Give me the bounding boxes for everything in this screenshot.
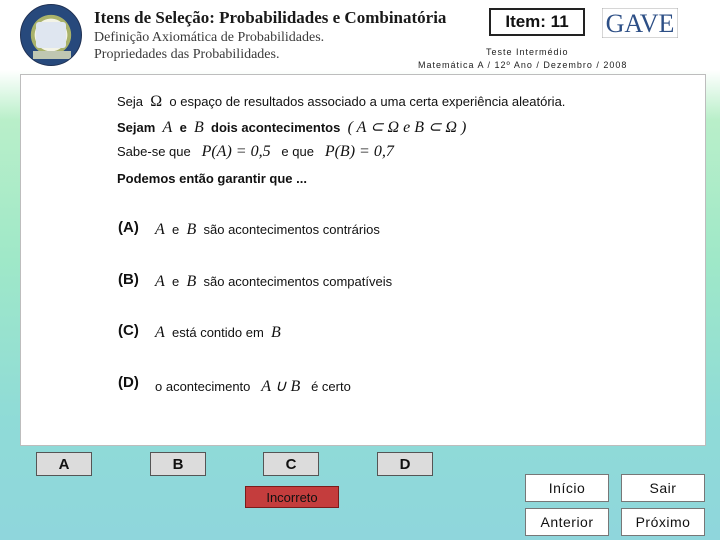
exit-button[interactable]: Sair bbox=[621, 474, 705, 502]
gave-logo bbox=[602, 8, 678, 38]
question-panel bbox=[20, 74, 706, 446]
statement-line-2: Sejam A e B dois acontecimentos ( A ⊂ Ω e B ⊂ Ω ) bbox=[117, 119, 467, 136]
option-b-text: A e B são acontecimentos compatíveis bbox=[155, 273, 393, 290]
topic-line-1: Definição Axiomática de Probabilidades. bbox=[94, 30, 325, 45]
option-a-text: A e B são acontecimentos contrários bbox=[155, 221, 380, 238]
statement-line-1: Seja Ω o espaço de resultados associado a uma certa experiência aleatória. bbox=[117, 93, 566, 110]
page-title: Itens de Seleção: Probabilidades e Combinatória bbox=[94, 8, 447, 27]
topic-line-2: Propriedades das Probabilidades. bbox=[94, 47, 280, 62]
answer-a-button[interactable]: A bbox=[36, 452, 92, 476]
answer-feedback: Incorreto bbox=[245, 486, 339, 508]
next-button[interactable]: Próximo bbox=[621, 508, 705, 536]
answer-d-button[interactable]: D bbox=[377, 452, 433, 476]
statement-line-4: Podemos então garantir que ... bbox=[117, 171, 307, 186]
option-b-letter: (B) bbox=[118, 271, 139, 288]
answer-b-button[interactable]: B bbox=[150, 452, 206, 476]
previous-button[interactable]: Anterior bbox=[525, 508, 609, 536]
option-a-letter: (A) bbox=[118, 219, 139, 236]
option-c-letter: (C) bbox=[118, 322, 139, 339]
school-logo-emblem bbox=[36, 22, 66, 48]
item-number-badge: Item: 11 bbox=[489, 8, 585, 36]
test-details: Matemática A / 12º Ano / Dezembro / 2008 bbox=[418, 60, 628, 70]
gave-logo-text: GAVE bbox=[605, 9, 675, 38]
school-logo-banner bbox=[33, 51, 71, 59]
school-logo bbox=[20, 4, 82, 66]
statement-line-3: Sabe-se que P(A) = 0,5 e que P(B) = 0,7 bbox=[117, 143, 394, 160]
option-c-text: A está contido em B bbox=[155, 324, 281, 341]
option-d-letter: (D) bbox=[118, 374, 139, 391]
home-button[interactable]: Início bbox=[525, 474, 609, 502]
answer-c-button[interactable]: C bbox=[263, 452, 319, 476]
test-name: Teste Intermédio bbox=[486, 47, 569, 57]
option-d-text: o acontecimento A ∪ B é certo bbox=[155, 378, 351, 395]
